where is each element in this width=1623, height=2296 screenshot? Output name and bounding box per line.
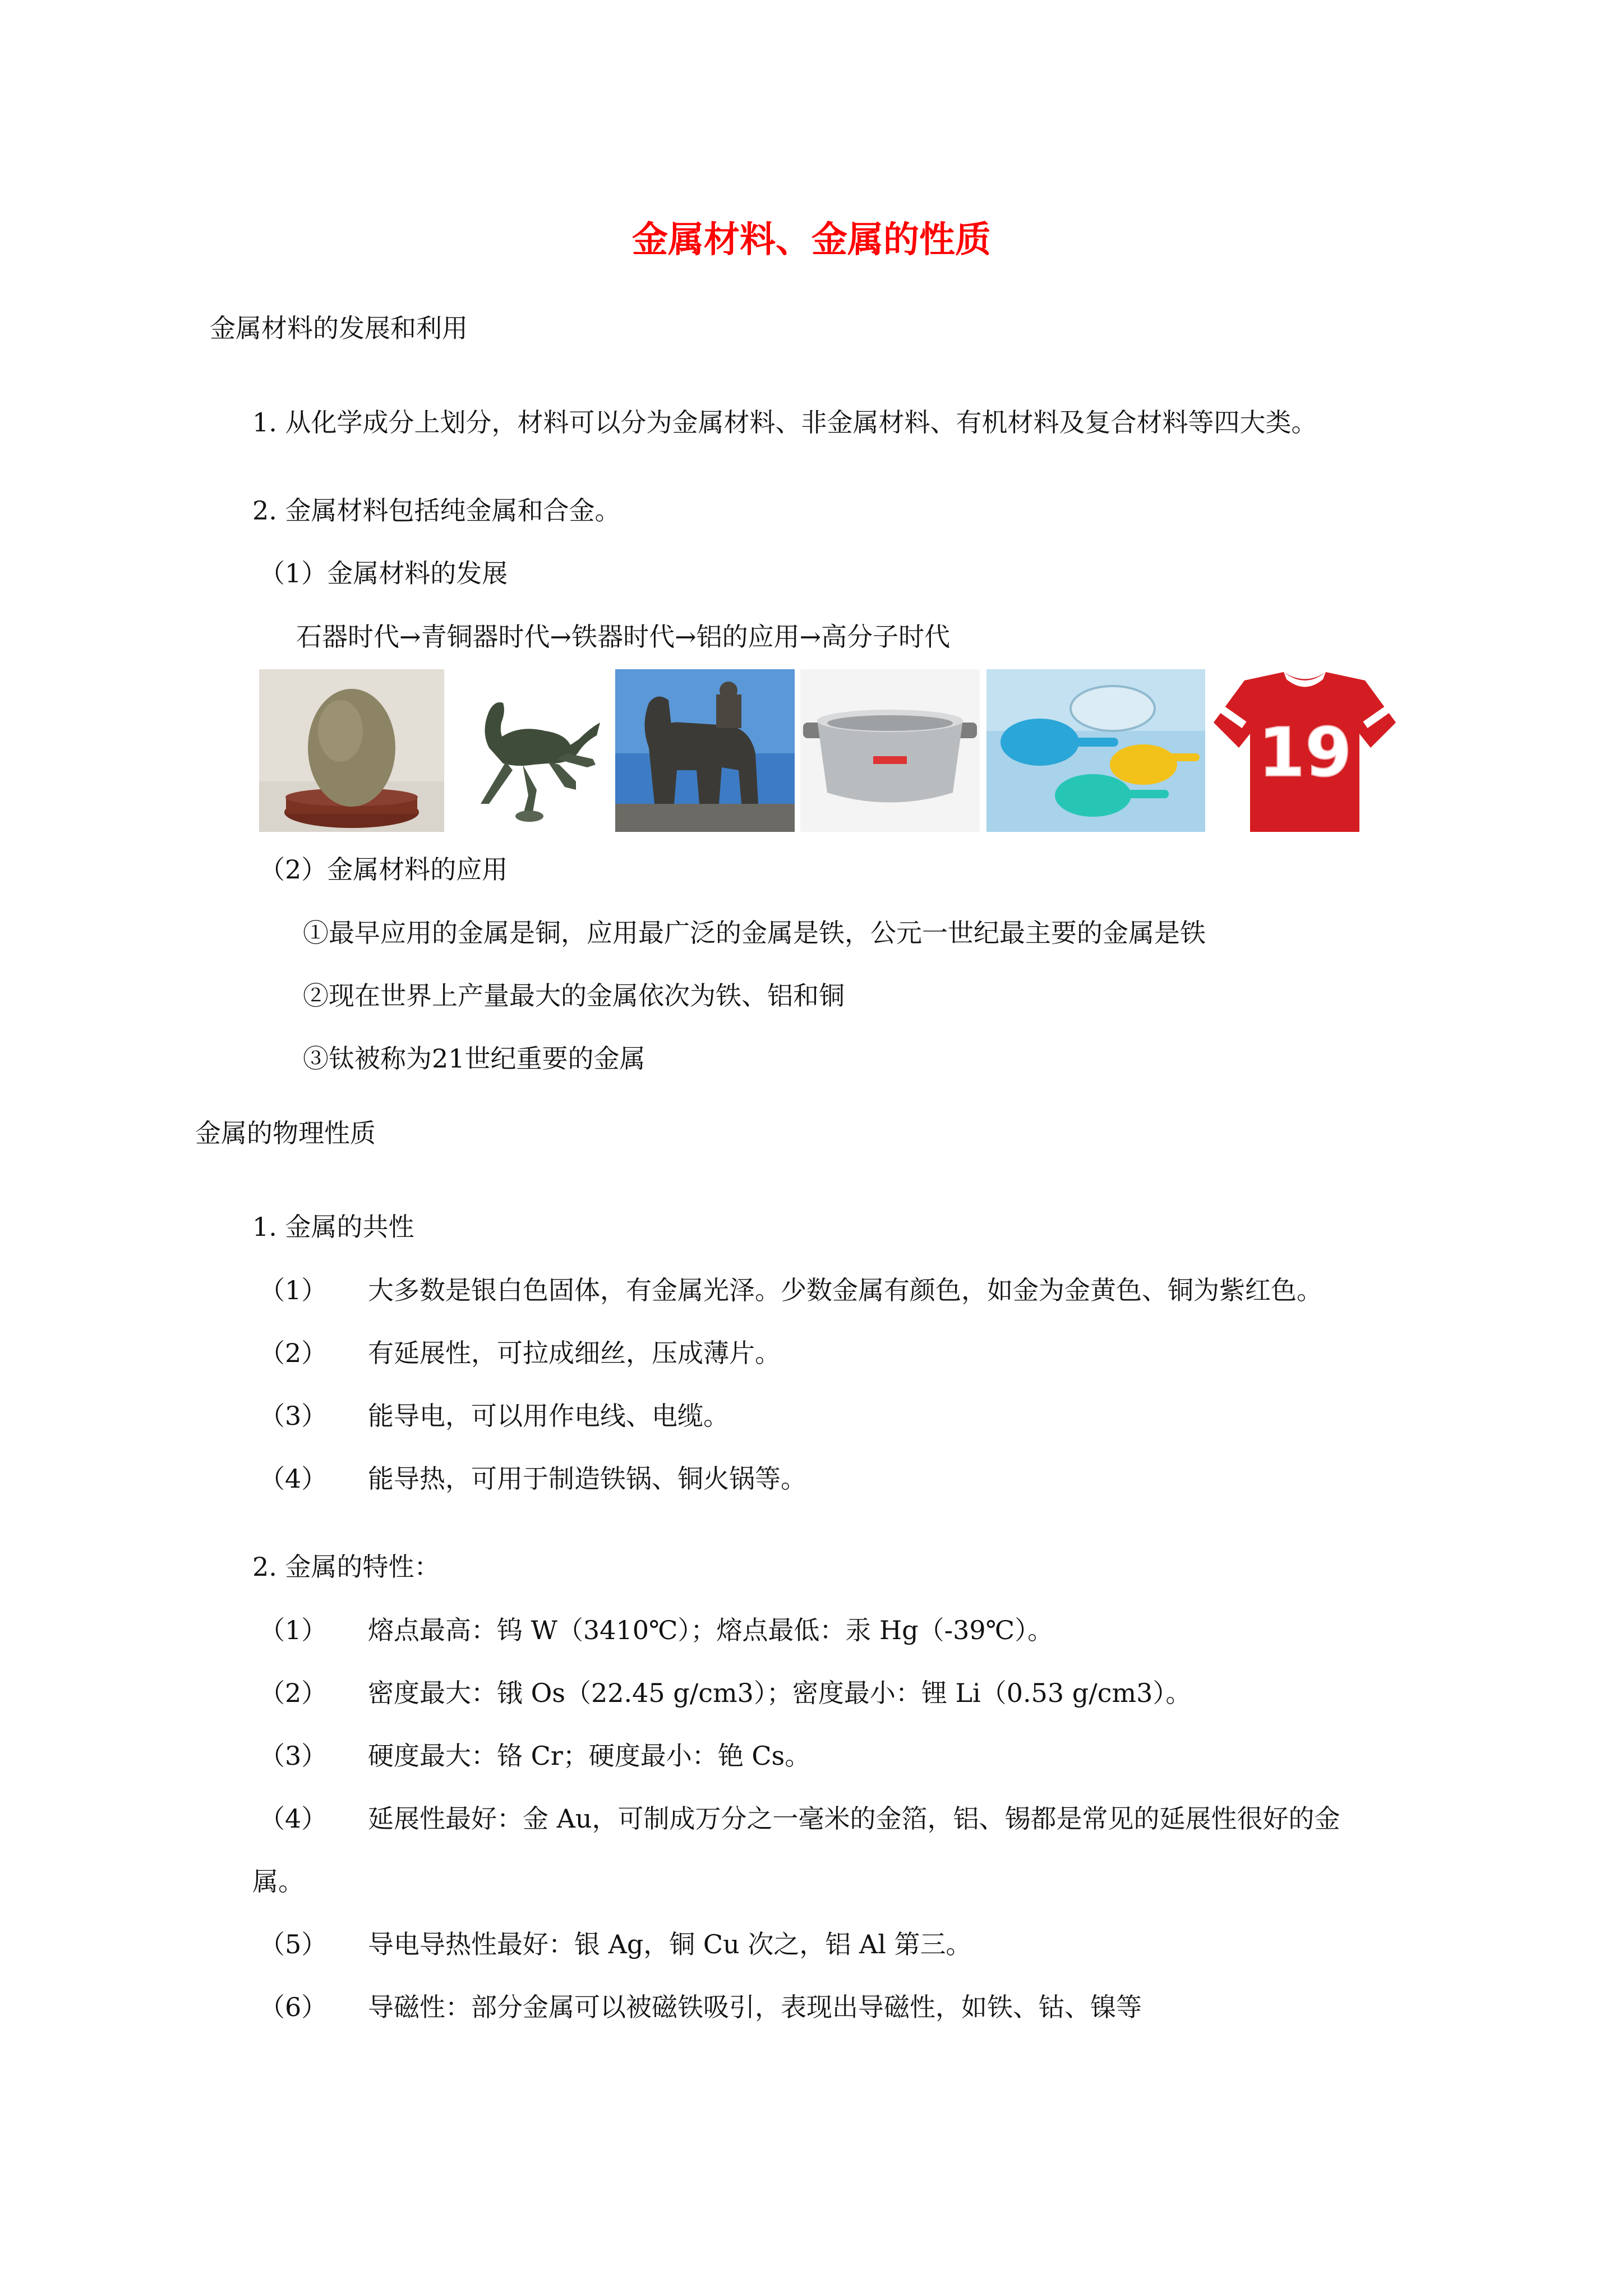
common-item-text: 有延展性，可拉成细丝，压成薄片。 [368,1338,781,1368]
timeline-text: 石器时代→青铜器时代→铁器时代→铝的应用→高分子时代 [296,622,951,652]
special-item-text: 导磁性：部分金属可以被磁铁吸引，表现出导磁性，如铁、钴、镍等 [368,1992,1142,2022]
stone-artifact-image [259,669,444,832]
special-item-number: （3） [259,1741,328,1771]
common-item-text: 大多数是银白色固体，有金属光泽。少数金属有颜色，如金为金黄色、铜为紫红色。 [368,1275,1322,1305]
application-item-1: ①最早应用的金属是铜，应用最广泛的金属是铁，公元一世纪最主要的金属是铁 [303,918,1206,948]
common-item-text: 能导电，可以用作电线、电缆。 [368,1401,729,1431]
plastic-colanders-image [986,669,1205,832]
subheading-special-properties: 2. 金属的特性： [252,1552,440,1582]
section-heading-physical-properties: 金属的物理性质 [195,1118,376,1148]
special-item-text: 硬度最大：铬 Cr；硬度最小：铯 Cs。 [368,1741,811,1771]
special-item-number: （4） [259,1803,328,1834]
bronze-horse-image [450,669,610,832]
special-item-number: （2） [259,1678,328,1708]
special-item-number: （5） [259,1929,328,1959]
iron-statue-image [615,669,795,832]
subheading-development: （1）金属材料的发展 [259,558,508,588]
page-title: 金属材料、金属的性质 [632,219,991,261]
aluminum-pot-image [800,669,980,832]
jersey-number: 19 [1258,714,1352,792]
section-heading-materials: 金属材料的发展和利用 [210,313,468,343]
common-item-number: （2） [259,1338,328,1368]
application-item-3: ③钛被称为21世纪重要的金属 [303,1043,645,1074]
special-item-number: （1） [259,1615,328,1645]
application-item-2: ②现在世界上产量最大的金属依次为铁、铝和铜 [303,981,845,1011]
common-item-number: （4） [259,1464,328,1494]
special-item-text: 密度最大：锇 Os（22.45 g/cm3）；密度最小：锂 Li（0.53 g/cm3）。 [368,1678,1192,1708]
common-item-number: （3） [259,1401,328,1431]
common-item-text: 能导热，可用于制造铁锅、铜火锅等。 [368,1464,806,1494]
special-item-text: 熔点最高：钨 W（3410℃）；熔点最低：汞 Hg（-39℃）。 [368,1615,1054,1645]
paragraph-material-classes: 1. 从化学成分上划分，材料可以分为金属材料、非金属材料、有机材料及复合材料等四大类。 [252,407,1317,438]
special-item-text: 延展性最好：金 Au，可制成万分之一毫米的金箔，铝、锡都是常见的延展性很好的金 [368,1803,1340,1834]
special-item-text: 导电导热性最好：银 Ag，铜 Cu 次之，铝 Al 第三。 [368,1929,972,1959]
subheading-applications: （2）金属材料的应用 [259,854,508,885]
subheading-common-properties: 1. 金属的共性 [252,1212,414,1242]
common-item-number: （1） [259,1275,328,1305]
paragraph-metal-materials: 2. 金属材料包括纯金属和合金。 [252,495,621,526]
red-jersey-image [1211,669,1399,832]
special-item-number: （6） [259,1992,328,2022]
special-item-continuation: 属。 [252,1866,304,1897]
